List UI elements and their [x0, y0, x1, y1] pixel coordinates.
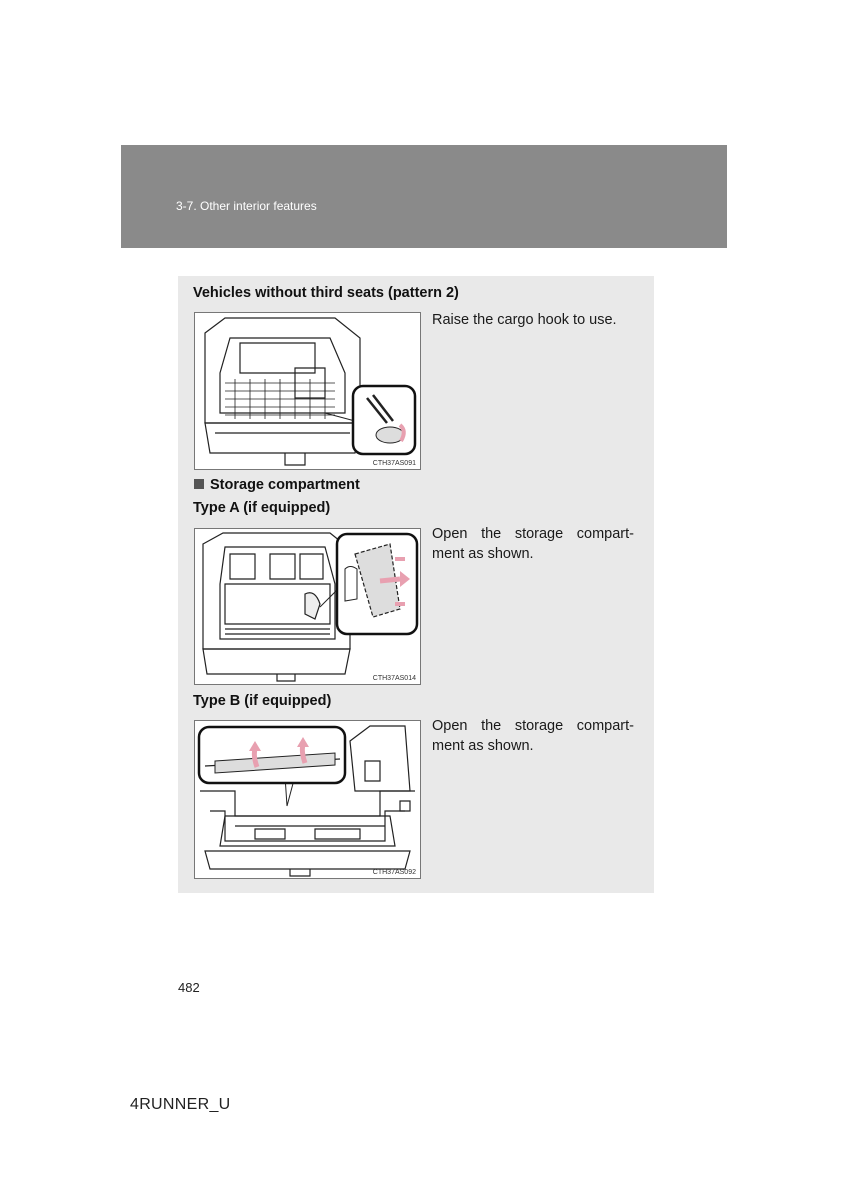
- model-code: 4RUNNER_U: [130, 1096, 231, 1113]
- cargo-hook-illustration: [195, 313, 420, 469]
- description-cargo-hook: Raise the cargo hook to use.: [432, 312, 617, 328]
- heading-type-a: Type A (if equipped): [193, 500, 331, 516]
- header-band: [121, 145, 727, 248]
- storage-type-a-illustration: [195, 529, 420, 684]
- figure-storage-type-b: [194, 720, 421, 879]
- description-type-a: Open the storage compart-ment as shown.: [432, 526, 634, 562]
- description-type-b: Open the storage compart-ment as shown.: [432, 718, 634, 754]
- section-title-text: Storage compartment: [210, 477, 360, 493]
- heading-type-b: Type B (if equipped): [193, 693, 332, 709]
- storage-type-b-illustration: [195, 721, 420, 878]
- heading-vehicles-without-third-seats: Vehicles without third seats (pattern 2): [193, 285, 459, 301]
- figure-storage-type-a: [194, 528, 421, 685]
- page-number: 482: [178, 980, 200, 995]
- section-label: 3-7. Other interior features: [176, 199, 317, 213]
- figure-cargo-hook: [194, 312, 421, 470]
- square-bullet-icon: [194, 479, 204, 489]
- section-title-storage-compartment: [194, 477, 360, 493]
- figure-code: CTH37AS014: [372, 675, 416, 682]
- figure-code: CTH37AS091: [372, 460, 416, 467]
- figure-code: CTH37AS092: [372, 869, 416, 876]
